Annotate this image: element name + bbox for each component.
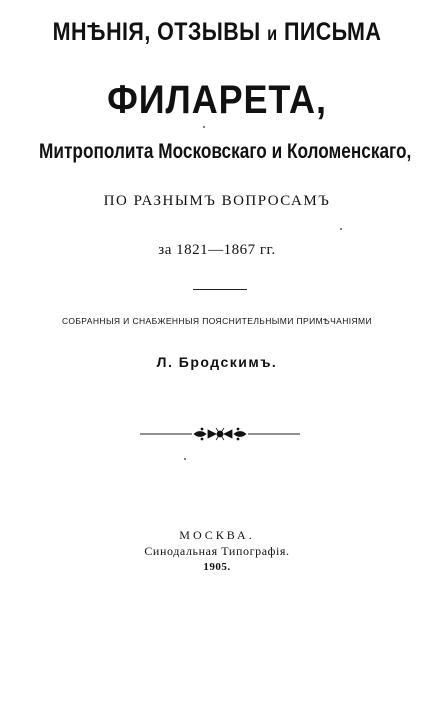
print-speck	[203, 126, 205, 128]
print-speck	[340, 228, 342, 230]
title-line-opinions	[30, 18, 403, 47]
imprint-city: МОСКВА.	[179, 528, 255, 542]
title-conjunction: и	[267, 24, 278, 45]
title-letters-text: ПИСЬМА	[283, 18, 382, 46]
collected-by-line: СОБРАННЫЯ И СНАБЖЕННЫЯ ПОЯСНИТЕЛЬНЫМИ ПРИМѢЧАНІЯМИ	[61, 316, 373, 326]
author-office: Митрополита Московскаго и Коломенскаго,	[39, 140, 412, 163]
subject-line: ПО РАЗНЫМЪ ВОПРОСАМЪ	[103, 193, 331, 209]
ornament-divider	[140, 426, 300, 442]
print-speck	[184, 458, 186, 460]
years-line: за 1821—1867 гг.	[158, 242, 276, 258]
editor-name: Л. Бродскимъ.	[156, 354, 278, 370]
separator-rule	[193, 289, 247, 290]
imprint-year: 1905.	[203, 561, 231, 573]
author-name: ФИЛАРЕТА,	[107, 78, 327, 122]
imprint-printer: Синодальная Типографія.	[144, 544, 290, 558]
title-opinions-text: МНѢНІЯ, ОТЗЫВЫ	[52, 18, 261, 46]
